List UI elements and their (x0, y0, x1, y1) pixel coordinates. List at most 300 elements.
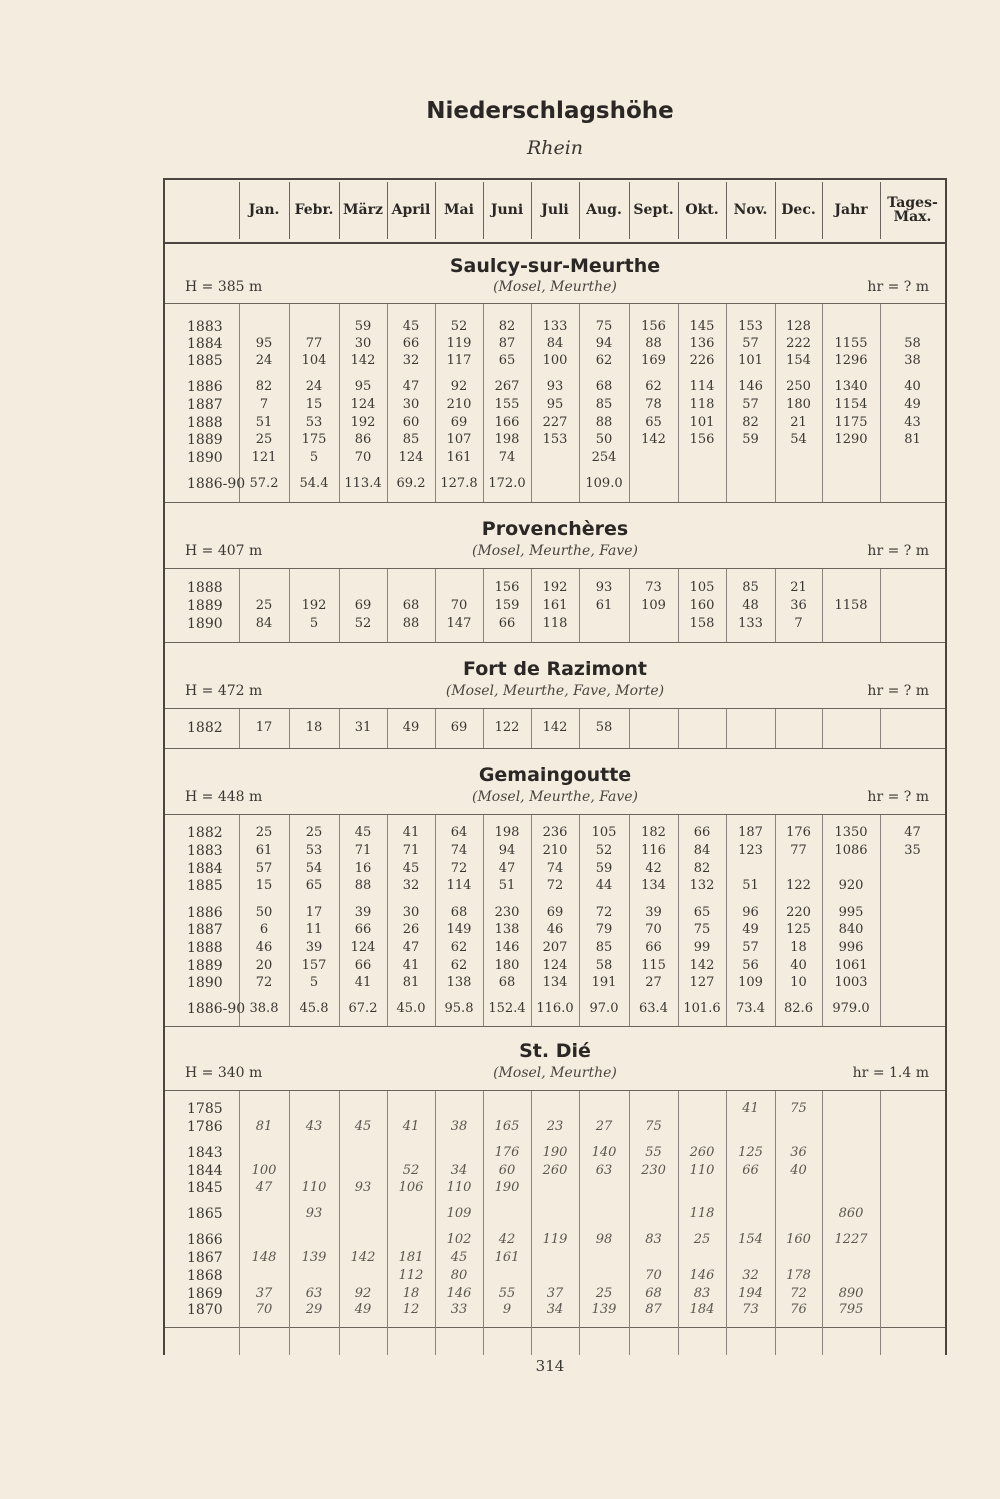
data-cell: 6 (259, 922, 269, 937)
station-rivers: (Mosel, Meurthe, Fave) (472, 543, 638, 559)
data-cell: 172.0 (488, 476, 526, 491)
data-cell: 63.4 (639, 1001, 668, 1016)
data-cell: 138 (446, 975, 472, 990)
data-cell: 33 (450, 1302, 468, 1317)
data-cell: 85 (595, 397, 613, 412)
data-cell: 226 (689, 353, 715, 368)
station-name: St. Dié (519, 1040, 591, 1062)
station-name: Fort de Razimont (463, 658, 647, 680)
data-cell: 156 (689, 432, 715, 447)
data-column-divider (289, 815, 290, 1026)
data-cell: 57 (742, 397, 759, 412)
row-year: 1890 (187, 450, 223, 466)
data-cell: 11 (305, 922, 323, 937)
data-cell: 161 (494, 1250, 520, 1265)
data-cell: 82 (255, 379, 273, 394)
data-cell: 26 (402, 922, 420, 937)
data-cell: 75 (693, 922, 711, 937)
data-column-divider (822, 569, 823, 642)
data-cell: 31 (354, 720, 372, 735)
data-cell: 52 (402, 1163, 420, 1178)
data-column-divider (822, 1091, 823, 1355)
data-cell: 67.2 (348, 1001, 378, 1016)
data-cell: 207 (542, 940, 568, 955)
section-bottom-rule (165, 502, 945, 503)
data-cell: 5 (309, 975, 319, 990)
row-year: 1885 (187, 878, 223, 894)
data-cell: 109 (738, 975, 763, 990)
data-column-divider (239, 304, 240, 502)
data-cell: 63 (305, 1286, 323, 1301)
data-cell: 138 (494, 922, 520, 937)
data-cell: 979.0 (832, 1001, 870, 1016)
data-cell: 176 (786, 825, 811, 840)
data-cell: 95 (354, 379, 372, 394)
data-cell: 161 (446, 450, 472, 465)
station-elevation: H = 340 m (185, 1065, 263, 1081)
data-cell: 121 (251, 450, 277, 465)
data-cell: 40 (790, 1163, 807, 1178)
data-cell: 101 (689, 415, 715, 430)
data-cell: 75 (645, 1119, 662, 1134)
data-cell: 149 (446, 922, 472, 937)
data-column-divider (775, 709, 776, 748)
data-cell: 180 (494, 958, 520, 973)
data-column-divider (579, 709, 580, 748)
data-column-divider (239, 1091, 240, 1355)
data-cell: 24 (305, 379, 323, 394)
data-column-divider (579, 815, 580, 1026)
data-cell: 250 (786, 379, 811, 394)
data-cell: 55 (645, 1145, 662, 1160)
data-column-divider (239, 815, 240, 1026)
data-column-divider (579, 304, 580, 502)
data-cell: 101.6 (683, 1001, 721, 1016)
row-year: 1885 (187, 353, 223, 369)
data-cell: 191 (591, 975, 617, 990)
data-cell: 46 (255, 940, 273, 955)
column-header: Jahr (834, 202, 868, 218)
data-cell: 210 (446, 397, 472, 412)
data-cell: 69 (450, 720, 468, 735)
data-cell: 88 (595, 415, 613, 430)
data-cell: 42 (498, 1232, 516, 1247)
data-cell: 34 (450, 1163, 468, 1178)
data-cell: 182 (641, 825, 666, 840)
data-cell: 1175 (834, 415, 868, 430)
data-cell: 60 (402, 415, 420, 430)
data-cell: 49 (742, 922, 759, 937)
data-cell: 72 (450, 861, 468, 876)
data-cell: 43 (305, 1119, 323, 1134)
station-elevation: H = 385 m (185, 279, 263, 295)
data-cell: 38.8 (249, 1001, 279, 1016)
data-cell: 260 (689, 1145, 715, 1160)
data-column-divider (880, 304, 881, 502)
data-cell: 58 (595, 958, 613, 973)
row-year: 1884 (187, 861, 223, 877)
data-cell: 47 (498, 861, 516, 876)
data-cell: 40 (790, 958, 807, 973)
data-cell: 220 (786, 905, 811, 920)
data-cell: 80 (450, 1268, 468, 1283)
data-cell: 29 (305, 1302, 323, 1317)
data-cell: 113.4 (344, 476, 382, 491)
column-header: Dec. (781, 202, 816, 218)
column-header: April (391, 202, 431, 218)
row-year: 1887 (187, 397, 223, 413)
data-cell: 42 (645, 861, 662, 876)
data-cell: 25 (255, 825, 273, 840)
data-cell: 23 (546, 1119, 564, 1134)
section-rule (165, 303, 945, 304)
data-cell: 59 (595, 861, 613, 876)
data-cell: 57 (255, 861, 273, 876)
data-cell: 45.8 (299, 1001, 329, 1016)
data-cell: 1061 (834, 958, 868, 973)
data-cell: 41 (402, 825, 420, 840)
data-cell: 52 (450, 319, 468, 334)
data-cell: 260 (542, 1163, 568, 1178)
section-bottom-rule (165, 1026, 945, 1027)
data-cell: 25 (255, 598, 273, 613)
data-cell: 75 (790, 1101, 807, 1116)
data-cell: 119 (542, 1232, 568, 1247)
data-column-divider (579, 1091, 580, 1355)
data-cell: 155 (494, 397, 520, 412)
data-cell: 45 (402, 319, 420, 334)
column-header: Aug. (586, 202, 622, 218)
data-cell: 152.4 (488, 1001, 526, 1016)
data-cell: 147 (446, 616, 472, 631)
data-cell: 227 (542, 415, 568, 430)
row-year: 1889 (187, 598, 223, 614)
data-cell: 117 (446, 353, 472, 368)
data-cell: 176 (494, 1145, 520, 1160)
data-cell: 56 (742, 958, 759, 973)
data-cell: 65 (305, 878, 323, 893)
data-cell: 1086 (834, 843, 868, 858)
data-cell: 187 (738, 825, 763, 840)
data-column-divider (289, 569, 290, 642)
row-year: 1890 (187, 616, 223, 632)
row-year: 1866 (187, 1232, 223, 1248)
station-hr: hr = ? m (867, 683, 929, 699)
data-cell: 16 (354, 861, 372, 876)
data-column-divider (822, 709, 823, 748)
data-cell: 45 (450, 1250, 468, 1265)
data-cell: 230 (641, 1163, 666, 1178)
data-cell: 153 (542, 432, 568, 447)
data-column-divider (822, 815, 823, 1026)
data-cell: 36 (790, 1145, 807, 1160)
data-cell: 996 (838, 940, 864, 955)
data-cell: 119 (446, 336, 472, 351)
data-cell: 7 (794, 616, 803, 631)
data-cell: 52 (354, 616, 372, 631)
data-cell: 92 (450, 379, 468, 394)
data-cell: 49 (354, 1302, 372, 1317)
data-cell: 93 (354, 1180, 372, 1195)
column-header: Okt. (685, 202, 719, 218)
data-cell: 110 (301, 1180, 327, 1195)
data-cell: 41 (402, 958, 420, 973)
data-cell: 37 (255, 1286, 273, 1301)
row-year: 1844 (187, 1163, 223, 1179)
section-bottom-rule (165, 748, 945, 749)
data-cell: 1154 (834, 397, 868, 412)
data-cell: 192 (301, 598, 327, 613)
data-column-divider (289, 709, 290, 748)
data-cell: 66 (742, 1163, 759, 1178)
data-cell: 46 (546, 922, 564, 937)
data-cell: 36 (790, 598, 807, 613)
data-cell: 66 (402, 336, 420, 351)
data-cell: 125 (786, 922, 811, 937)
data-cell: 59 (742, 432, 759, 447)
data-cell: 1158 (834, 598, 868, 613)
data-cell: 57 (742, 336, 759, 351)
data-cell: 161 (542, 598, 568, 613)
data-cell: 148 (251, 1250, 277, 1265)
row-year: 1888 (187, 940, 223, 956)
data-cell: 58 (595, 720, 613, 735)
row-year: 1884 (187, 336, 223, 352)
row-year: 1843 (187, 1145, 223, 1161)
data-cell: 55 (498, 1286, 516, 1301)
data-cell: 93 (546, 379, 564, 394)
data-cell: 57 (742, 940, 759, 955)
data-cell: 48 (742, 598, 759, 613)
data-cell: 44 (595, 878, 613, 893)
row-year: 1883 (187, 319, 223, 335)
data-cell: 74 (498, 450, 516, 465)
data-cell: 70 (645, 1268, 662, 1283)
data-cell: 72 (790, 1286, 807, 1301)
data-cell: 1003 (834, 975, 868, 990)
data-cell: 146 (494, 940, 520, 955)
data-cell: 43 (904, 415, 921, 430)
data-cell: 63 (595, 1163, 613, 1178)
data-cell: 127.8 (440, 476, 478, 491)
data-cell: 35 (904, 843, 921, 858)
data-cell: 47 (904, 825, 921, 840)
data-cell: 95.8 (444, 1001, 474, 1016)
data-column-divider (880, 569, 881, 642)
data-cell: 154 (738, 1232, 763, 1247)
station-elevation: H = 472 m (185, 683, 263, 699)
row-year: 1868 (187, 1268, 223, 1284)
row-year: 1865 (187, 1206, 223, 1222)
data-cell: 47 (402, 940, 420, 955)
data-cell: 124 (398, 450, 424, 465)
data-cell: 153 (738, 319, 763, 334)
data-cell: 78 (645, 397, 662, 412)
data-cell: 71 (402, 843, 420, 858)
data-cell: 134 (542, 975, 568, 990)
data-cell: 81 (402, 975, 420, 990)
page-title: Niederschlagshöhe (426, 98, 674, 124)
data-cell: 230 (494, 905, 520, 920)
column-header: Jan. (248, 202, 280, 218)
data-cell: 65 (693, 905, 711, 920)
row-year: 1886-90 (187, 476, 246, 492)
data-cell: 69 (354, 598, 372, 613)
column-header: Tages- Max. (887, 195, 938, 225)
data-cell: 1155 (834, 336, 868, 351)
data-cell: 110 (689, 1163, 715, 1178)
data-cell: 72 (255, 975, 273, 990)
data-cell: 160 (786, 1232, 811, 1247)
data-cell: 65 (498, 353, 516, 368)
data-cell: 77 (305, 336, 323, 351)
data-cell: 15 (305, 397, 323, 412)
column-header: Febr. (294, 202, 334, 218)
row-year: 1887 (187, 922, 223, 938)
data-cell: 142 (689, 958, 715, 973)
header-bottom-rule (165, 242, 945, 244)
station-hr: hr = 1.4 m (852, 1065, 929, 1081)
data-cell: 118 (689, 397, 715, 412)
data-cell: 122 (494, 720, 520, 735)
data-cell: 73.4 (736, 1001, 765, 1016)
station-name: Gemaingoutte (478, 764, 632, 786)
data-cell: 54 (305, 861, 323, 876)
data-cell: 38 (450, 1119, 468, 1134)
data-cell: 18 (402, 1286, 420, 1301)
data-cell: 21 (790, 580, 807, 595)
data-cell: 76 (790, 1302, 807, 1317)
data-cell: 9 (502, 1302, 512, 1317)
precipitation-table (163, 178, 947, 1355)
data-cell: 101 (738, 353, 763, 368)
data-cell: 87 (498, 336, 516, 351)
data-cell: 25 (693, 1232, 711, 1247)
data-cell: 222 (786, 336, 811, 351)
row-year: 1883 (187, 843, 223, 859)
data-cell: 83 (645, 1232, 662, 1247)
data-cell: 88 (645, 336, 662, 351)
data-cell: 146 (446, 1286, 472, 1301)
data-cell: 17 (255, 720, 273, 735)
data-cell: 146 (689, 1268, 715, 1283)
data-cell: 165 (494, 1119, 520, 1134)
data-cell: 128 (786, 319, 811, 334)
data-cell: 134 (641, 878, 666, 893)
data-cell: 236 (542, 825, 568, 840)
data-cell: 18 (305, 720, 323, 735)
data-cell: 146 (738, 379, 763, 394)
data-column-divider (239, 569, 240, 642)
station-rivers: (Mosel, Meurthe) (493, 279, 617, 295)
data-cell: 87 (645, 1302, 662, 1317)
data-cell: 105 (689, 580, 715, 595)
column-header: Juli (541, 202, 569, 218)
data-cell: 100 (542, 353, 568, 368)
data-cell: 169 (641, 353, 666, 368)
data-cell: 45 (354, 825, 372, 840)
data-cell: 39 (645, 905, 662, 920)
data-cell: 181 (398, 1250, 424, 1265)
data-cell: 190 (494, 1180, 520, 1195)
data-cell: 24 (255, 353, 273, 368)
data-cell: 51 (742, 878, 759, 893)
data-cell: 84 (255, 616, 273, 631)
row-year: 1890 (187, 975, 223, 991)
data-cell: 38 (904, 353, 921, 368)
data-cell: 40 (904, 379, 921, 394)
data-cell: 118 (689, 1206, 715, 1221)
row-year: 1845 (187, 1180, 223, 1196)
data-cell: 96 (742, 905, 759, 920)
data-cell: 53 (305, 415, 323, 430)
data-cell: 198 (494, 432, 520, 447)
row-year: 1886-90 (187, 1001, 246, 1017)
data-cell: 94 (595, 336, 613, 351)
data-cell: 70 (450, 598, 468, 613)
data-column-divider (880, 709, 881, 748)
row-year: 1786 (187, 1119, 223, 1135)
data-cell: 136 (689, 336, 715, 351)
row-year: 1888 (187, 580, 223, 596)
data-cell: 100 (251, 1163, 277, 1178)
station-name: Saulcy-sur-Meurthe (449, 255, 661, 277)
data-cell: 82.6 (784, 1001, 813, 1016)
data-cell: 51 (498, 878, 516, 893)
data-cell: 198 (494, 825, 520, 840)
data-cell: 61 (255, 843, 273, 858)
data-cell: 10 (790, 975, 807, 990)
data-cell: 112 (398, 1268, 424, 1283)
data-column-divider (678, 709, 679, 748)
data-cell: 118 (542, 616, 568, 631)
data-cell: 64 (450, 825, 468, 840)
data-cell: 62 (450, 940, 468, 955)
data-cell: 133 (542, 319, 568, 334)
data-cell: 54 (790, 432, 807, 447)
data-cell: 109 (446, 1206, 472, 1221)
data-cell: 92 (354, 1286, 372, 1301)
data-cell: 1340 (834, 379, 868, 394)
data-cell: 85 (742, 580, 759, 595)
data-cell: 27 (645, 975, 662, 990)
data-cell: 860 (838, 1206, 864, 1221)
data-cell: 97.0 (589, 1001, 619, 1016)
row-year: 1889 (187, 432, 223, 448)
data-cell: 62 (595, 353, 613, 368)
data-cell: 166 (494, 415, 520, 430)
data-cell: 178 (786, 1268, 811, 1283)
data-cell: 58 (904, 336, 921, 351)
row-year: 1882 (187, 825, 223, 841)
row-year: 1869 (187, 1286, 223, 1302)
data-cell: 109.0 (585, 476, 623, 491)
row-year: 1888 (187, 415, 223, 431)
data-column-divider (629, 709, 630, 748)
data-cell: 110 (446, 1180, 472, 1195)
data-cell: 79 (595, 922, 613, 937)
data-cell: 5 (309, 450, 319, 465)
data-cell: 85 (595, 940, 613, 955)
data-cell: 17 (305, 905, 323, 920)
data-cell: 93 (595, 580, 613, 595)
data-cell: 114 (689, 379, 715, 394)
data-cell: 70 (255, 1302, 273, 1317)
data-cell: 45 (402, 861, 420, 876)
data-column-divider (289, 1091, 290, 1355)
section-bottom-rule (165, 1327, 945, 1328)
data-cell: 59 (354, 319, 372, 334)
